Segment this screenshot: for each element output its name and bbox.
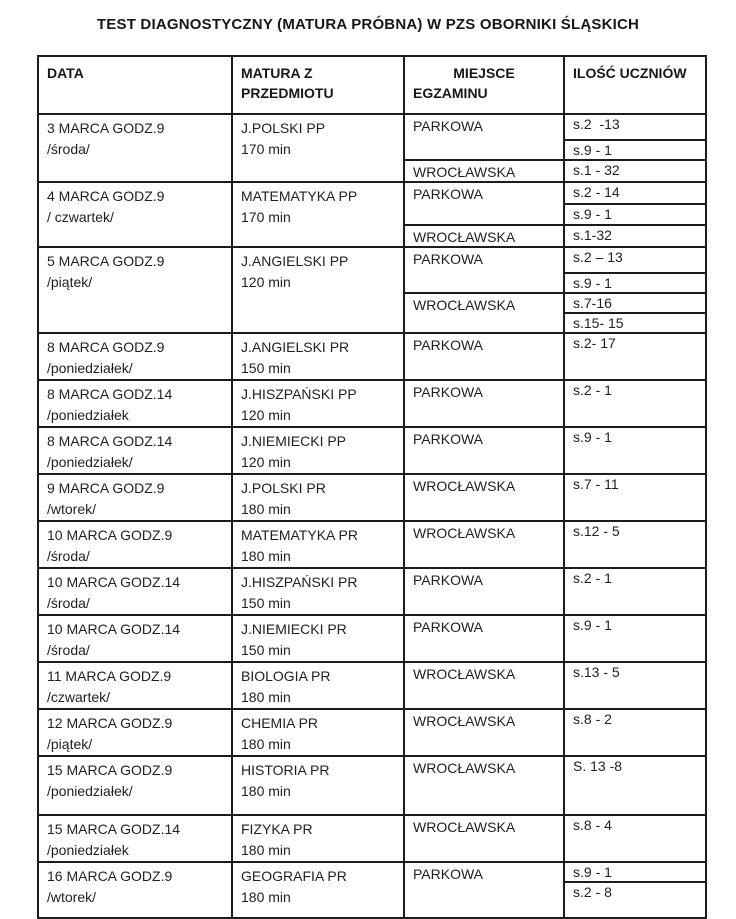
subject-name: J.ANGIELSKI PP: [241, 253, 349, 269]
date-cell: [38, 247, 232, 333]
subject-duration: 180 min: [241, 783, 291, 799]
room-count: s.9 - 1: [573, 617, 612, 633]
date-line1: 4 MARCA GODZ.9: [47, 188, 165, 204]
room-count-cell: [564, 662, 706, 709]
room-count: s.9 - 1: [573, 429, 612, 445]
date-line2: /poniedziałek: [47, 407, 129, 423]
date-line2: /piątek/: [47, 736, 93, 752]
date-line1: 10 MARCA GODZ.14: [47, 574, 181, 590]
room-count: s.7-16: [573, 295, 612, 311]
table-row: [38, 521, 706, 568]
date-cell: [38, 114, 232, 182]
place-name: PARKOWA: [413, 251, 484, 267]
subject-name: HISTORIA PR: [241, 762, 330, 778]
room-count: s.2 - 1: [573, 570, 612, 586]
room-count: s.9 - 1: [573, 142, 612, 158]
room-count: s.2 – 13: [573, 249, 623, 265]
subject-duration: 120 min: [241, 274, 291, 290]
room-count: s.2 -13: [573, 116, 620, 132]
date-cell: [38, 474, 232, 521]
header-subject: [232, 56, 404, 114]
date-line2: /czwartek/: [47, 689, 111, 705]
place-cell: [404, 862, 564, 918]
room-count-cell: [564, 160, 706, 182]
date-cell: [38, 815, 232, 862]
date-line1: 5 MARCA GODZ.9: [47, 253, 165, 269]
date-line1: 8 MARCA GODZ.14: [47, 386, 173, 402]
subject-duration: 180 min: [241, 889, 291, 905]
subject-cell: [232, 333, 404, 380]
subject-duration: 150 min: [241, 642, 291, 658]
subject-name: BIOLOGIA PR: [241, 668, 331, 684]
place-name: PARKOWA: [413, 619, 484, 635]
place-cell: [404, 427, 564, 474]
subject-cell: [232, 247, 404, 333]
subject-name: J.HISZPAŃSKI PP: [241, 386, 357, 402]
room-count-cell: [564, 521, 706, 568]
date-cell: [38, 709, 232, 756]
subject-duration: 180 min: [241, 689, 291, 705]
place-cell: [404, 662, 564, 709]
date-line1: 12 MARCA GODZ.9: [47, 715, 173, 731]
date-line2: /poniedziałek/: [47, 454, 133, 470]
place-cell: [404, 333, 564, 380]
date-cell: [38, 333, 232, 380]
date-line2: /środa/: [47, 141, 90, 157]
date-cell: [38, 521, 232, 568]
subject-cell: [232, 568, 404, 615]
header-data-label: DATA: [47, 65, 84, 81]
subject-cell: [232, 521, 404, 568]
date-line1: 16 MARCA GODZ.9: [47, 868, 173, 884]
date-cell: [38, 862, 232, 918]
room-count-cell: [564, 615, 706, 662]
room-count-cell: [564, 568, 706, 615]
room-count: s.2- 17: [573, 335, 616, 351]
place-name: WROCŁAWSKA: [413, 297, 516, 313]
subject-name: MATEMATYKA PP: [241, 188, 358, 204]
table-row: [38, 662, 706, 709]
room-count: s.7 - 11: [573, 476, 619, 492]
place-name: PARKOWA: [413, 866, 484, 882]
place-cell: [404, 815, 564, 862]
header-place: [404, 56, 564, 114]
date-line2: /środa/: [47, 642, 90, 658]
date-line1: 8 MARCA GODZ.14: [47, 433, 173, 449]
subject-duration: 170 min: [241, 209, 291, 225]
place-cell: [404, 293, 564, 333]
room-count: S. 13 -8: [573, 758, 623, 774]
room-count: s.8 - 2: [573, 711, 612, 727]
header-count: [564, 56, 706, 114]
place-cell: [404, 521, 564, 568]
date-line1: 10 MARCA GODZ.9: [47, 527, 173, 543]
room-count-cell: [564, 474, 706, 521]
header-place-line1: MIEJSCE: [453, 65, 515, 81]
date-line1: 11 MARCA GODZ.9: [47, 668, 172, 684]
date-line2: /poniedziałek: [47, 842, 129, 858]
date-line1: 9 MARCA GODZ.9: [47, 480, 165, 496]
subject-name: J.NIEMIECKI PP: [241, 433, 347, 449]
room-count-cell: [564, 313, 706, 333]
header-place-line2: EGZAMINU: [413, 85, 488, 101]
room-count-cell: [564, 273, 706, 293]
place-cell: [404, 114, 564, 160]
table-row: [38, 474, 706, 521]
table-row: [38, 862, 706, 882]
place-name: WROCŁAWSKA: [413, 525, 516, 541]
date-cell: [38, 182, 232, 247]
room-count: s.2 - 1: [573, 382, 612, 398]
room-count-cell: [564, 293, 706, 313]
date-line2: /wtorek/: [47, 501, 97, 517]
date-line2: / czwartek/: [47, 209, 114, 225]
room-count-cell: [564, 709, 706, 756]
place-cell: [404, 709, 564, 756]
subject-duration: 150 min: [241, 360, 291, 376]
subject-cell: [232, 427, 404, 474]
subject-name: J.ANGIELSKI PR: [241, 339, 350, 355]
place-cell: [404, 474, 564, 521]
place-name: WROCŁAWSKA: [413, 164, 516, 180]
room-count: s.15- 15: [573, 315, 624, 331]
place-name: WROCŁAWSKA: [413, 760, 516, 776]
table-row: [38, 709, 706, 756]
room-count-cell: [564, 427, 706, 474]
room-count: s.12 - 5: [573, 523, 620, 539]
header-row: [38, 56, 706, 114]
table-row: [38, 756, 706, 815]
date-line1: 15 MARCA GODZ.14: [47, 821, 181, 837]
room-count-cell: [564, 204, 706, 225]
subject-name: J.NIEMIECKI PR: [241, 621, 347, 637]
date-cell: [38, 380, 232, 427]
date-line2: /środa/: [47, 548, 90, 564]
place-name: WROCŁAWSKA: [413, 713, 516, 729]
table-row: [38, 615, 706, 662]
header-data: [38, 56, 232, 114]
room-count: s.1 - 32: [573, 162, 620, 178]
exam-schedule-table: [37, 55, 707, 919]
header-subject-line2: PRZEDMIOTU: [241, 85, 334, 101]
room-count: s.9 - 1: [573, 864, 612, 880]
table-row: [38, 247, 706, 273]
subject-duration: 120 min: [241, 407, 291, 423]
room-count: s.9 - 1: [573, 275, 612, 291]
room-count: s.9 - 1: [573, 206, 612, 222]
subject-name: J.HISZPAŃSKI PR: [241, 574, 358, 590]
table-row: [38, 380, 706, 427]
subject-cell: [232, 182, 404, 247]
room-count-cell: [564, 182, 706, 204]
room-count-cell: [564, 380, 706, 427]
page-title: TEST DIAGNOSTYCZNY (MATURA PRÓBNA) W PZS OBORNIKI ŚLĄSKICH: [96, 16, 640, 33]
subject-cell: [232, 474, 404, 521]
date-line1: 15 MARCA GODZ.9: [47, 762, 173, 778]
subject-duration: 180 min: [241, 842, 291, 858]
date-cell: [38, 662, 232, 709]
subject-duration: 120 min: [241, 454, 291, 470]
date-line2: /środa/: [47, 595, 90, 611]
room-count-cell: [564, 114, 706, 140]
date-cell: [38, 568, 232, 615]
subject-cell: [232, 615, 404, 662]
subject-name: FIZYKA PR: [241, 821, 313, 837]
place-cell: [404, 756, 564, 815]
place-cell: [404, 380, 564, 427]
table-row: [38, 114, 706, 140]
place-name: PARKOWA: [413, 572, 484, 588]
room-count-cell: [564, 756, 706, 815]
date-line1: 8 MARCA GODZ.9: [47, 339, 165, 355]
room-count: s.13 - 5: [573, 664, 620, 680]
subject-cell: [232, 862, 404, 918]
place-cell: [404, 160, 564, 182]
table-row: [38, 568, 706, 615]
place-name: PARKOWA: [413, 337, 484, 353]
place-name: WROCŁAWSKA: [413, 666, 516, 682]
date-line1: 3 MARCA GODZ.9: [47, 120, 165, 136]
room-count: s.8 - 4: [573, 817, 612, 833]
subject-cell: [232, 114, 404, 182]
room-count-cell: [564, 862, 706, 882]
subject-cell: [232, 756, 404, 815]
room-count-cell: [564, 815, 706, 862]
place-name: PARKOWA: [413, 431, 484, 447]
table-row: [38, 427, 706, 474]
place-name: PARKOWA: [413, 118, 484, 134]
room-count-cell: [564, 882, 706, 918]
place-name: PARKOWA: [413, 186, 484, 202]
subject-duration: 150 min: [241, 595, 291, 611]
room-count-cell: [564, 225, 706, 247]
place-cell: [404, 615, 564, 662]
subject-duration: 180 min: [241, 548, 291, 564]
date-cell: [38, 427, 232, 474]
subject-duration: 180 min: [241, 501, 291, 517]
subject-name: MATEMATYKA PR: [241, 527, 358, 543]
subject-cell: [232, 815, 404, 862]
room-count-cell: [564, 140, 706, 160]
place-name: WROCŁAWSKA: [413, 229, 516, 245]
subject-name: GEOGRAFIA PR: [241, 868, 347, 884]
subject-name: J.POLSKI PR: [241, 480, 326, 496]
table-row: [38, 815, 706, 862]
table-row: [38, 333, 706, 380]
subject-duration: 180 min: [241, 736, 291, 752]
place-name: WROCŁAWSKA: [413, 819, 516, 835]
date-line1: 10 MARCA GODZ.14: [47, 621, 181, 637]
header-subject-line1: MATURA Z: [241, 65, 313, 81]
room-count-cell: [564, 333, 706, 380]
date-cell: [38, 615, 232, 662]
header-count-label: ILOŚĆ UCZNIÓW: [573, 65, 687, 81]
room-count: s.1-32: [573, 227, 612, 243]
date-line2: /wtorek/: [47, 889, 97, 905]
table-row: [38, 182, 706, 204]
room-count: s.2 - 8: [573, 884, 612, 900]
room-count: s.2 - 14: [573, 184, 620, 200]
date-line2: /piątek/: [47, 274, 93, 290]
subject-cell: [232, 709, 404, 756]
date-line2: /poniedziałek/: [47, 360, 133, 376]
place-name: PARKOWA: [413, 384, 484, 400]
date-line2: /poniedziałek/: [47, 783, 133, 799]
place-cell: [404, 568, 564, 615]
place-cell: [404, 225, 564, 247]
place-cell: [404, 247, 564, 293]
room-count-cell: [564, 247, 706, 273]
subject-cell: [232, 380, 404, 427]
date-cell: [38, 756, 232, 815]
subject-name: J.POLSKI PP: [241, 120, 326, 136]
place-name: WROCŁAWSKA: [413, 478, 516, 494]
place-cell: [404, 182, 564, 225]
subject-cell: [232, 662, 404, 709]
subject-duration: 170 min: [241, 141, 291, 157]
subject-name: CHEMIA PR: [241, 715, 319, 731]
